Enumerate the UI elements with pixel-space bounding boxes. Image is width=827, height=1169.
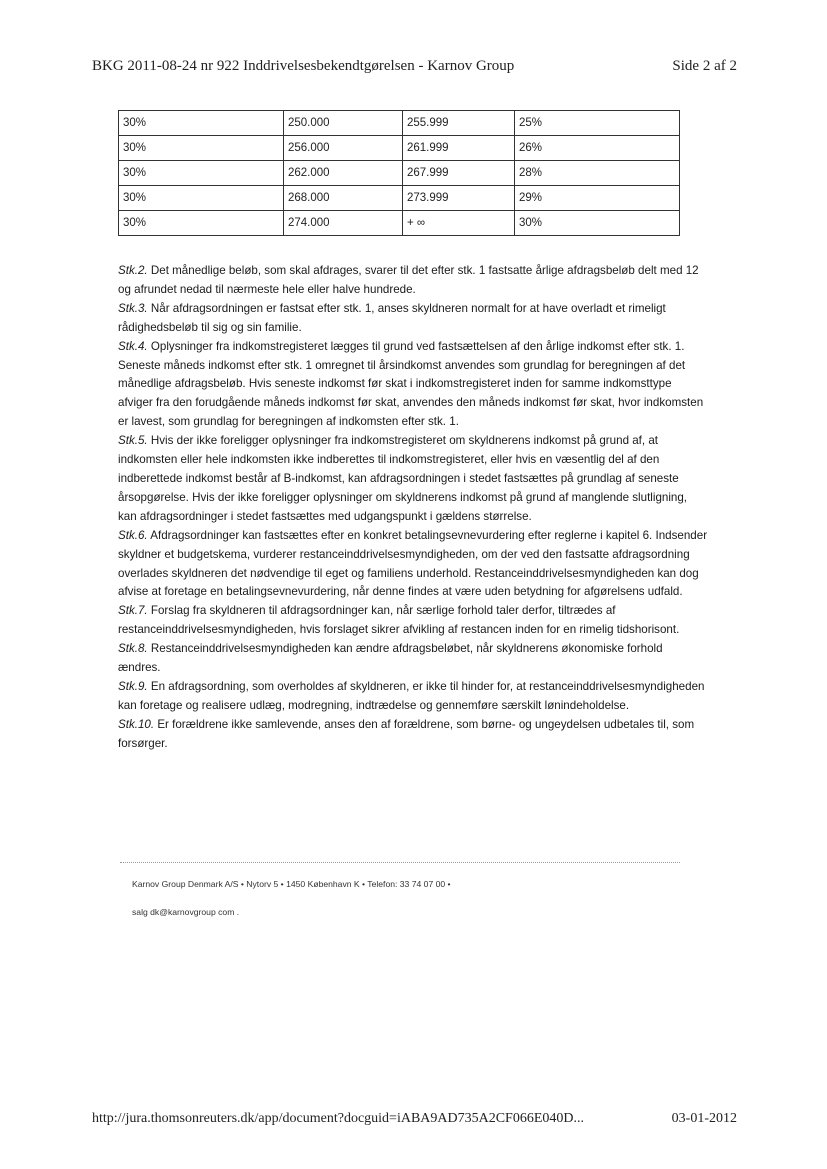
paragraph-label: Stk.8. <box>118 642 148 656</box>
table-cell: 25% <box>515 111 680 136</box>
table-cell: 256.000 <box>284 136 403 161</box>
paragraph-label: Stk.9. <box>118 679 148 693</box>
table-row <box>119 111 680 136</box>
paragraph-label: Stk.5. <box>118 434 148 448</box>
paragraph-text: Restanceinddrivelsesmyndigheden kan ændre afdragsbeløbet, når skyldnerens økonomiske forhold ændres. <box>118 642 663 675</box>
table-cell: 30% <box>119 186 284 211</box>
table-cell: 30% <box>119 161 284 186</box>
table-row <box>119 136 680 161</box>
paragraph-text: Det månedlige beløb, som skal afdrages, svarer til det efter stk. 1 fastsatte årlige afdragsbeløb delt med 12 og afrundet nedad til nærmeste hele eller halve hundrede. <box>118 264 699 296</box>
table-cell: 30% <box>515 211 680 236</box>
paragraph-stk-6 <box>118 527 708 603</box>
paragraph-stk-8 <box>118 640 708 678</box>
publisher-email: salg dk@karnovgroup com . <box>132 907 240 917</box>
paragraph-label: Stk.4. <box>118 339 148 353</box>
table-row <box>119 186 680 211</box>
table-cell: 30% <box>119 111 284 136</box>
table-cell: 267.999 <box>403 161 515 186</box>
table-cell: + ∞ <box>403 211 515 236</box>
paragraph-stk-4 <box>118 338 708 433</box>
paragraph-text: Hvis der ikke foreligger oplysninger fra indkomstregisteret om skyldnerens indkomst på grund af, at indkomsten eller hele indkomsten ikke indberettes til indkomstregisteret, eller hvis en væsentlig del af den indberettede indkomst består af B-indkomst, kan afdragsordningen i stedet fastsættes på grundlag af seneste årsopgørelse. Hvis der ikke foreligger oplysninger om skyldnerens indkomst på grund af manglende slutligning, kan afdragsordninger i stedet fastsættes med udgangspunkt i gældens størrelse. <box>118 434 688 523</box>
footer-divider <box>120 862 680 863</box>
table-row <box>119 211 680 236</box>
source-url: http://jura.thomsonreuters.dk/app/document?docguid=iABA9AD735A2CF066E040D... <box>92 1111 585 1126</box>
paragraph-label: Stk.3. <box>118 301 148 315</box>
table-cell: 262.000 <box>284 161 403 186</box>
table-cell: 26% <box>515 136 680 161</box>
paragraph-text: Afdragsordninger kan fastsættes efter en konkret betalingsevnevurdering efter reglerne i kapitel 6. Indsender skyldner et budgetskema, vurderer restanceinddrivelsesmyndigheden, om der ved den fastsatte afdragsordning overlades skyldneren det nødvendige til eget og familiens underhold. Restanceinddrivelsesmyndigheden kan dog afvise at foretage en betalingsevnevurdering, når denne findes at være uden betydning for afgørelsens udfald. <box>118 528 708 599</box>
paragraph-label: Stk.2. <box>118 264 148 277</box>
paragraph-label: Stk.7. <box>118 604 148 618</box>
table-cell: 255.999 <box>403 111 515 136</box>
table-row <box>119 161 680 186</box>
table-cell: 250.000 <box>284 111 403 136</box>
paragraph-label: Stk.10. <box>118 717 155 731</box>
paragraph-text: En afdragsordning, som overholdes af skyldneren, er ikke til hinder for, at restanceinddrivelsesmyndigheden kan foretage og realisere udlæg, modregning, indtrædelse og gennemføre særskilt lønindeholdelse. <box>118 679 705 712</box>
paragraph-text: Er forældrene ikke samlevende, anses den af forældrene, som børne- og ungeydelsen udbetales til, som forsørger. <box>118 717 695 750</box>
table-cell: 30% <box>119 136 284 161</box>
paragraph-label: Stk.6. <box>118 528 148 542</box>
table-cell: 261.999 <box>403 136 515 161</box>
document-title: BKG 2011-08-24 nr 922 Inddrivelsesbekendtgørelsen - Karnov Group <box>92 58 515 74</box>
publisher-address: Karnov Group Denmark A/S • Nytorv 5 • 1450 København K • Telefon: 33 74 07 00 • <box>132 879 451 889</box>
table-cell: 28% <box>515 161 680 186</box>
document-body <box>118 262 708 754</box>
paragraph-stk-7 <box>118 602 708 640</box>
print-date: 03-01-2012 <box>671 1111 737 1126</box>
paragraph-stk-2 <box>118 262 708 300</box>
paragraph-text: Forslag fra skyldneren til afdragsordninger kan, når særlige forhold taler derfor, tiltrædes af restanceinddrivelsesmyndigheden, hvis forslaget sikrer afvikling af restancen inden for en rimelig tidshorisont. <box>118 604 680 637</box>
rate-table <box>118 110 680 236</box>
paragraph-stk-5 <box>118 432 708 527</box>
paragraph-text: Oplysninger fra indkomstregisteret lægges til grund ved fastsættelsen af den årlige indkomst efter stk. 1. Seneste måneds indkomst efter stk. 1 omregnet til årsindkomst anvendes som grundlag for beregningen af det månedlige afdragsbeløb. Hvis seneste indkomst før skat i indkomstregisteret inden for samme indkomsttype afviger fra den forudgående måneds indkomst før skat, anvendes den måneds indkomst før skat, hvor indkomsten er lavest, som grundlag for beregningen af indkomsten efter stk. 1. <box>118 339 704 429</box>
paragraph-stk-9 <box>118 678 708 716</box>
table-cell: 274.000 <box>284 211 403 236</box>
table-cell: 29% <box>515 186 680 211</box>
table-cell: 30% <box>119 211 284 236</box>
paragraph-stk-10 <box>118 716 708 754</box>
page-number: Side 2 af 2 <box>672 58 737 74</box>
paragraph-text: Når afdragsordningen er fastsat efter stk. 1, anses skyldneren normalt for at have overladt et rimeligt rådighedsbeløb til sig og sin familie. <box>118 301 666 334</box>
table-cell: 273.999 <box>403 186 515 211</box>
paragraph-stk-3 <box>118 300 708 338</box>
table-cell: 268.000 <box>284 186 403 211</box>
